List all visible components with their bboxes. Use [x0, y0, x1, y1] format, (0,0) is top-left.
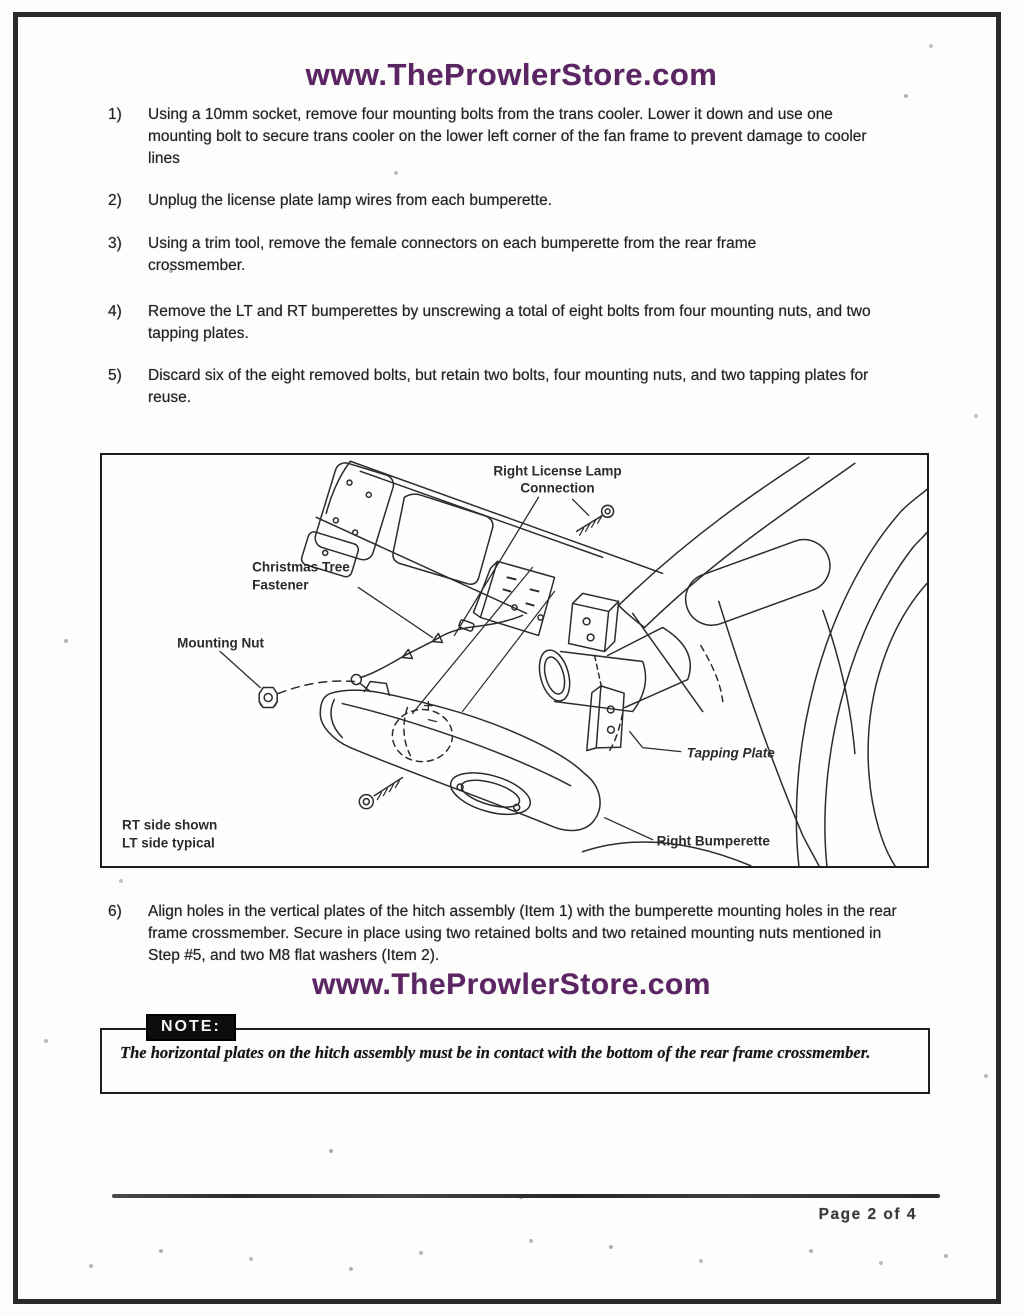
label-right-bumperette: Right Bumperette [656, 833, 770, 849]
step-number: 5) [108, 367, 122, 384]
step-number: 4) [108, 303, 122, 320]
step-5 [108, 365, 908, 409]
step-number: 2) [108, 192, 122, 209]
wheel-arch-outer [796, 489, 927, 865]
step-number: 3) [108, 235, 122, 252]
scan-speckles [0, 0, 2, 2]
label-license-lamp-line2: Connection [520, 480, 595, 496]
label-christmas-tree-line2: Fastener [252, 577, 309, 593]
step-number: 6) [108, 903, 122, 920]
exhaust-pipe [534, 627, 722, 753]
step-text: Align holes in the vertical plates of the hitch assembly (Item 1) with the bumperette mounting holes in the rear frame crossmember. Secure in place using two retained bolts and two retained mounting nuts mentioned in Step #5, and two M8 flat washers (Item 2). [148, 903, 897, 964]
step-6 [108, 901, 908, 967]
crossmember-end-bracket [569, 593, 619, 651]
tapping-plate-part [584, 685, 629, 755]
label-christmas-tree-line1: Christmas Tree [252, 559, 350, 575]
step-text: Discard six of the eight removed bolts, but retain two bolts, four mounting nuts, and two tapping plates for reuse. [148, 367, 869, 406]
bolt-top [577, 505, 614, 535]
step-1 [108, 104, 908, 170]
note-label: NOTE: [146, 1014, 236, 1041]
note-box [100, 1018, 930, 1094]
bolt-bottom [359, 778, 402, 809]
label-license-lamp-line1: Right License Lamp [493, 463, 622, 479]
lamp-wire-harness [351, 615, 522, 691]
label-mounting-nut: Mounting Nut [177, 635, 265, 651]
watermark-top: www.TheProwlerStore.com [305, 57, 718, 92]
note-text: The horizontal plates on the hitch assembly must be in contact with the bottom of the rear frame crossmember. [120, 1043, 871, 1062]
step-number: 1) [108, 106, 122, 123]
exploded-diagram [102, 455, 927, 866]
step-text: Using a 10mm socket, remove four mounting bolts from the trans cooler. Lower it down and use one mounting bolt to secure trans cooler on the lower left corner of the fan frame to prevent damage to cooler lines [148, 106, 867, 167]
car-body-lines [583, 457, 927, 865]
exploded-diagram-figure [100, 453, 929, 868]
step-text: Remove the LT and RT bumperettes by unscrewing a total of eight bolts from four mounting nuts, and two tapping plates. [148, 303, 871, 342]
step-4 [108, 301, 908, 345]
mounting-nut-part [259, 681, 354, 708]
step-3 [108, 233, 908, 277]
label-tapping-plate: Tapping Plate [686, 745, 775, 761]
watermark-middle: www.TheProwlerStore.com [312, 968, 711, 1001]
wheel-opening-inner [868, 583, 927, 865]
leader-lines [220, 497, 681, 839]
page-number: Page 2 of 4 [818, 1206, 917, 1223]
step-text: Unplug the license plate lamp wires from each bumperette. [148, 192, 553, 209]
caption-lt-side: LT side typical [122, 835, 215, 851]
step-text: Using a trim tool, remove the female connectors on each bumperette from the rear frame crossmember. [148, 235, 757, 274]
footer-rule [112, 1194, 940, 1198]
step-2 [108, 190, 908, 212]
caption-rt-side: RT side shown [122, 817, 218, 833]
